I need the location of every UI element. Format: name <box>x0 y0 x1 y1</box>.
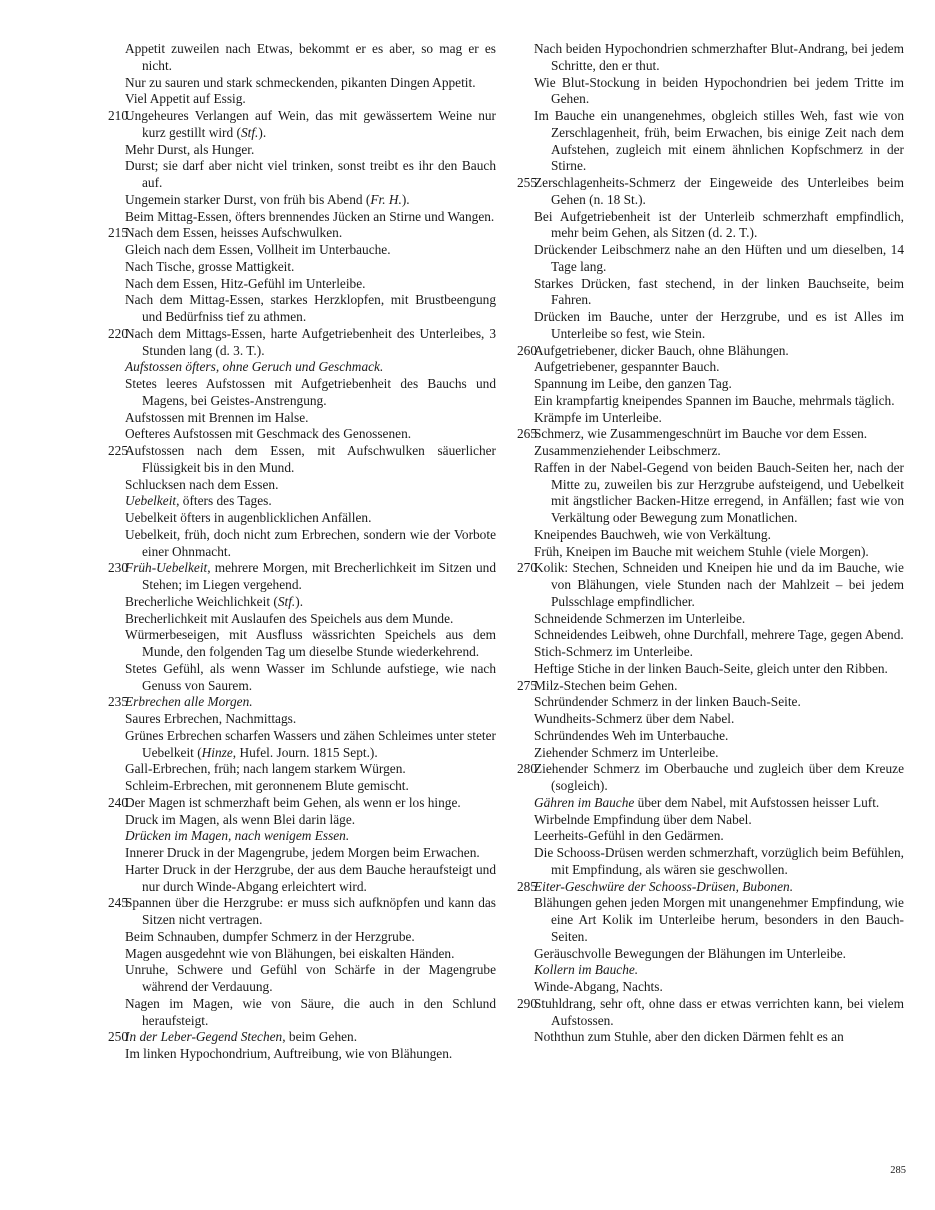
entry-text: über dem Nabel, mit Aufstossen heisser Luft. <box>634 794 880 810</box>
entry-number: 250 <box>108 1029 129 1045</box>
symptom-entry <box>517 544 904 561</box>
entry-text-italic: Aufstossen öfters, ohne Geruch und Geschmack. <box>125 359 384 375</box>
symptom-entry <box>517 879 904 896</box>
entry-text: Nach beiden Hypochondrien schmerzhafter Blut-Andrang, bei jedem Schritte, den er thut. <box>534 41 904 73</box>
entry-text: Wirbelnde Empfindung über dem Nabel. <box>534 811 752 827</box>
symptom-entry <box>517 745 904 762</box>
symptom-entry <box>108 895 496 929</box>
entry-text: Ungemein starker Durst, von früh bis Abend ( <box>125 191 371 207</box>
entry-text: Winde-Abgang, Nachts. <box>534 979 663 994</box>
entry-text: Unruhe, Schwere und Gefühl von Schärfe in der Magengrube während der Verdauung. <box>125 962 496 994</box>
symptom-entry <box>517 343 904 360</box>
entry-text: Viel Appetit auf Essig. <box>125 91 246 107</box>
entry-text: Schneidende Schmerzen im Unterleibe. <box>534 610 746 626</box>
entry-text: Der Magen ist schmerzhaft beim Gehen, als wenn er los hinge. <box>125 794 461 810</box>
left-column <box>108 41 496 1063</box>
symptom-entry <box>517 460 904 527</box>
symptom-entry <box>108 812 496 829</box>
entry-text: Aufgetriebener, gespannter Bauch. <box>534 359 720 375</box>
symptom-entry <box>108 158 496 192</box>
symptom-entry <box>517 443 904 460</box>
entry-text: Bei Aufgetriebenheit ist der Unterleib schmerzhaft empfindlich, mehr beim Gehen, als Sitzen (d. 2. T.). <box>534 208 904 241</box>
entry-text: Ein krampfartig kneipendes Spannen im Bauche, mehrmals täglich. <box>534 392 895 408</box>
symptom-entry <box>108 326 496 360</box>
symptom-entry <box>108 728 496 762</box>
symptom-entry <box>108 209 496 226</box>
symptom-entry <box>517 41 904 75</box>
symptom-entry <box>108 91 496 108</box>
entry-text: Stetes Gefühl, als wenn Wasser im Schlunde aufstiege, wie nach Genuss von Saurem. <box>125 660 496 693</box>
entry-text: Stuhldrang, sehr oft, ohne dass er etwas verrichten kann, bei vielem Aufstossen. <box>534 995 904 1028</box>
entry-text: Im Bauche ein unangenehmes, obgleich stilles Weh, fast wie von Zerschlagenheit, früh, beim Erwachen, bis einige Zeit nach dem Aufstehen, zugleich mit einem ähnlichen Kopfschmerz in der Stirne. <box>534 108 904 174</box>
entry-text: Magen ausgedehnt wie von Blähungen, bei eiskalten Händen. <box>125 945 455 961</box>
entry-text: Stetes leeres Aufstossen mit Aufgetriebenheit des Bauchs und Magens, bei Geistes-Anstrengung. <box>125 376 496 408</box>
symptom-entry <box>108 1046 496 1063</box>
entry-text: Oefteres Aufstossen mit Geschmack des Genossenen. <box>125 426 412 442</box>
entry-text: , öfters des Tages. <box>176 493 272 509</box>
entry-text: Gleich nach dem Essen, Vollheit im Unterbauche. <box>125 242 391 257</box>
entry-number: 240 <box>108 794 129 810</box>
symptom-entry <box>517 979 904 996</box>
entry-text: Ziehender Schmerz im Unterleibe. <box>534 744 719 760</box>
symptom-entry <box>108 410 496 427</box>
symptom-entry <box>517 359 904 376</box>
entry-text: Aufgetriebener, dicker Bauch, ohne Blähungen. <box>534 342 789 358</box>
symptom-entry <box>517 309 904 343</box>
symptom-entry <box>108 661 496 695</box>
entry-text: Innerer Druck in der Magengrube, jedem Morgen beim Erwachen. <box>125 845 480 860</box>
entry-text: Geräuschvolle Bewegungen der Blähungen im Unterleibe. <box>534 945 846 961</box>
symptom-entry <box>108 192 496 209</box>
entry-text: Starkes Drücken, fast stechend, in der linken Bauchseite, beim Fahren. <box>534 275 904 308</box>
symptom-entry <box>517 426 904 443</box>
entry-text: Saures Erbrechen, Nachmittags. <box>125 711 297 726</box>
symptom-entry <box>517 611 904 628</box>
symptom-entry <box>108 510 496 527</box>
symptom-entry <box>517 895 904 945</box>
entry-text: Drückender Leibschmerz nahe an den Hüften und um dieselben, 14 Tage lang. <box>534 242 904 274</box>
right-column <box>517 41 904 1046</box>
symptom-entry <box>108 276 496 293</box>
symptom-entry <box>108 845 496 862</box>
entry-text-italic: Erbrechen alle Morgen. <box>125 694 253 710</box>
symptom-entry <box>108 795 496 812</box>
symptom-entry <box>517 795 904 812</box>
symptom-entry <box>108 560 496 594</box>
symptom-entry <box>108 694 496 711</box>
entry-text: Schlucksen nach dem Essen. <box>125 476 279 492</box>
entry-text: Schneidendes Leibweh, ohne Durchfall, mehrere Tage, gegen Abend. <box>534 627 904 643</box>
entry-text: Früh, Kneipen im Bauche mit weichem Stuhle (viele Morgen). <box>534 543 869 559</box>
symptom-entry <box>108 443 496 477</box>
entry-text: Würmerbeseigen, mit Ausfluss wässrichten Speichels aus dem Munde, den folgenden Tag um dieselbe Stunde wiederkehrend. <box>125 627 496 659</box>
symptom-entry <box>517 175 904 209</box>
symptom-entry <box>108 527 496 561</box>
entry-text: Druck im Magen, als wenn Blei darin läge. <box>125 811 356 827</box>
entry-text-italic: Fr. H. <box>370 191 402 207</box>
entry-text: Schründender Schmerz in der linken Bauch-Seite. <box>534 694 801 710</box>
symptom-entry <box>108 477 496 494</box>
entry-text: Raffen in der Nabel-Gegend von beiden Bauch-Seiten her, nach der Mitte zu, zuweilen bis zur Herzgrube aufsteigend, und Uebelkeit mit ängstlicher Backen-Hitze erregend, in Anfällen; fast wie von Verkältung oder Bewegung zum Monatlichen. <box>534 459 904 525</box>
symptom-entry <box>517 393 904 410</box>
entry-number: 290 <box>517 995 538 1011</box>
entry-text-italic: Früh-Uebelkeit <box>125 560 208 576</box>
symptom-entry <box>517 560 904 610</box>
entry-text: , mehrere Morgen, mit Brecherlichkeit im Sitzen und Stehen; im Liegen vergehend. <box>142 560 496 592</box>
symptom-entry <box>517 761 904 795</box>
symptom-entry <box>108 627 496 661</box>
entry-text: ). <box>295 593 304 609</box>
symptom-entry <box>517 527 904 544</box>
entry-text: Schleim-Erbrechen, mit geronnenem Blute gemischt. <box>125 778 409 793</box>
symptom-entry <box>108 1029 496 1046</box>
entry-text: Schmerz, wie Zusammengeschnürt im Bauche vor dem Essen. <box>534 426 868 442</box>
symptom-entry <box>517 410 904 427</box>
entry-text: ). <box>401 191 410 207</box>
entry-text: ). <box>258 124 267 140</box>
entry-number: 225 <box>108 443 129 458</box>
entry-text: Beim Schnauben, dumpfer Schmerz in der Herzgrube. <box>125 928 415 944</box>
entry-text: Blähungen gehen jeden Morgen mit unangenehmer Empfindung, wie eine Art Kolik im Unterleibe herum, besonders in den Bauch-Seiten. <box>534 895 904 944</box>
entry-text: Brecherliche Weichlichkeit ( <box>125 593 278 609</box>
symptom-entry <box>517 996 904 1030</box>
entry-number: 285 <box>517 878 538 894</box>
symptom-entry <box>108 242 496 259</box>
symptom-entry <box>517 1029 904 1046</box>
entry-text: Schründendes Weh im Unterbauche. <box>534 727 729 743</box>
entry-number: 255 <box>517 175 538 190</box>
entry-text: Noththun zum Stuhle, aber den dicken Därmen fehlt es an <box>534 1029 844 1045</box>
symptom-entry <box>108 594 496 611</box>
entry-text: Zusammenziehender Leibschmerz. <box>534 443 721 458</box>
entry-text: Wundheits-Schmerz über dem Nabel. <box>534 711 735 726</box>
symptom-entry <box>517 845 904 879</box>
page-number: 285 <box>890 1165 906 1176</box>
entry-text: Heftige Stiche in der linken Bauch-Seite, gleich unter den Ribben. <box>534 660 888 676</box>
symptom-entry <box>108 962 496 996</box>
symptom-entry <box>108 426 496 443</box>
symptom-entry <box>108 761 496 778</box>
symptom-entry <box>517 242 904 276</box>
entry-number: 270 <box>517 560 538 576</box>
entry-text: Nach dem Essen, heisses Aufschwulken. <box>125 225 343 241</box>
entry-text: Uebelkeit, früh, doch nicht zum Erbrechen, sondern wie der Vorbote einer Ohnmacht. <box>125 526 496 559</box>
entry-text: Krämpfe im Unterleibe. <box>534 409 662 425</box>
entry-text: Spannung im Leibe, den ganzen Tag. <box>534 376 732 391</box>
symptom-entry <box>517 108 904 175</box>
symptom-entry <box>108 108 496 142</box>
entry-text: Drücken im Bauche, unter der Herzgrube, und es ist Alles im Unterleibe so fest, wie Stein. <box>534 309 904 341</box>
symptom-entry <box>517 828 904 845</box>
symptom-entry <box>517 946 904 963</box>
symptom-entry <box>517 627 904 644</box>
entry-text: Mehr Durst, als Hunger. <box>125 141 255 157</box>
symptom-entry <box>108 946 496 963</box>
symptom-entry <box>108 711 496 728</box>
entry-number: 210 <box>108 108 129 123</box>
entry-text: Grünes Erbrechen scharfen Wassers und zähen Schleimes unter steter Uebelkeit ( <box>125 727 496 760</box>
entry-text: Nach dem Mittags-Essen, harte Aufgetriebenheit des Unterleibes, 3 Stunden lang (d. 3. T.). <box>125 325 496 358</box>
entry-text: Brecherlichkeit mit Auslaufen des Speichels aus dem Munde. <box>125 610 454 626</box>
entry-number: 280 <box>517 761 538 777</box>
symptom-entry <box>517 678 904 695</box>
entry-number: 260 <box>517 342 538 358</box>
symptom-entry <box>517 962 904 979</box>
entry-text: , Hufel. Journ. 1815 Sept.). <box>232 744 378 760</box>
entry-number: 265 <box>517 426 538 442</box>
symptom-entry <box>108 259 496 276</box>
entry-text-italic: Kollern im Bauche. <box>534 962 639 978</box>
entry-text: Stich-Schmerz im Unterleibe. <box>534 644 693 659</box>
symptom-entry <box>108 862 496 896</box>
symptom-entry <box>108 929 496 946</box>
entry-text: Gall-Erbrechen, früh; nach langem starkem Würgen. <box>125 761 406 777</box>
entry-text: Beim Mittag-Essen, öfters brennendes Jücken an Stirne und Wangen. <box>125 208 495 224</box>
entry-number: 235 <box>108 694 129 710</box>
entry-text-italic: Stf. <box>277 593 296 609</box>
symptom-entry <box>108 996 496 1030</box>
entry-text: Milz-Stechen beim Gehen. <box>534 677 678 693</box>
entry-text-italic: Hinze <box>201 744 233 760</box>
symptom-entry <box>517 276 904 310</box>
entry-text: Kneipendes Bauchweh, wie von Verkältung. <box>534 526 771 542</box>
entry-text: Nur zu sauren und stark schmeckenden, pikanten Dingen Appetit. <box>125 74 476 90</box>
entry-text-italic: In der Leber-Gegend Stechen <box>125 1029 283 1045</box>
entry-text: Nach Tische, grosse Mattigkeit. <box>125 258 295 274</box>
entry-number: 275 <box>517 677 538 693</box>
symptom-entry <box>517 728 904 745</box>
entry-text: Aufstossen mit Brennen im Halse. <box>125 409 309 425</box>
entry-text-italic: Gähren im Bauche <box>534 794 635 810</box>
entry-text-italic: Drücken im Magen, nach wenigem Essen. <box>125 828 350 844</box>
symptom-entry <box>108 75 496 92</box>
entry-number: 215 <box>108 225 129 241</box>
entry-text: Zerschlagenheits-Schmerz der Eingeweide des Unterleibes beim Gehen (n. 18 St.). <box>534 175 904 207</box>
entry-text: Uebelkeit öfters in augenblicklichen Anfällen. <box>125 510 372 525</box>
symptom-entry <box>108 493 496 510</box>
symptom-entry <box>108 225 496 242</box>
entry-text: Appetit zuweilen nach Etwas, bekommt er es aber, so mag er es nicht. <box>125 41 496 73</box>
entry-text: Ziehender Schmerz im Oberbauche und zugleich über dem Kreuze (sogleich). <box>534 761 904 793</box>
entry-text: Kolik: Stechen, Schneiden und Kneipen hie und da im Bauche, wie von Blähungen, viele Stunden nach der Mahlzeit – bei jedem Pulsschlage empfindlicher. <box>534 560 904 609</box>
entry-text: Nach dem Mittag-Essen, starkes Herzklopfen, mit Brustbeengung und Bedürfniss tief zu athmen. <box>125 292 496 324</box>
entry-text: Spannen über die Herzgrube: er muss sich aufknöpfen und kann das Sitzen nicht vertragen. <box>125 895 496 927</box>
entry-text: Im linken Hypochondrium, Auftreibung, wie von Blähungen. <box>125 1046 453 1061</box>
entry-text: Nagen im Magen, wie von Säure, die auch in den Schlund heraufsteigt. <box>125 995 496 1028</box>
entry-text: Durst; sie darf aber nicht viel trinken, sonst treibt es ihr den Bauch auf. <box>125 158 496 190</box>
symptom-entry <box>108 376 496 410</box>
entry-text-italic: Eiter-Geschwüre der Schooss-Drüsen, Bubonen. <box>534 878 794 894</box>
symptom-entry <box>108 828 496 845</box>
symptom-entry <box>108 292 496 326</box>
entry-number: 230 <box>108 560 129 576</box>
symptom-entry <box>517 75 904 109</box>
symptom-entry <box>517 644 904 661</box>
symptom-entry <box>108 142 496 159</box>
entry-text: Aufstossen nach dem Essen, mit Aufschwulken säuerlicher Flüssigkeit bis in den Mund. <box>125 443 496 475</box>
symptom-entry <box>108 611 496 628</box>
symptom-entry <box>108 778 496 795</box>
entry-text: Die Schooss-Drüsen werden schmerzhaft, vorzüglich beim Befühlen, mit Empfindung, als wären sie geschwollen. <box>534 845 904 877</box>
symptom-entry <box>517 812 904 829</box>
entry-text: , beim Gehen. <box>282 1029 358 1045</box>
symptom-entry <box>108 359 496 376</box>
symptom-entry <box>517 376 904 393</box>
symptom-entry <box>108 41 496 75</box>
entry-text: Leerheits-Gefühl in den Gedärmen. <box>534 828 724 844</box>
symptom-entry <box>517 209 904 243</box>
entry-text: Harter Druck in der Herzgrube, der aus dem Bauche heraufsteigt und nur durch Winde-Abgang erleichtert wird. <box>125 861 496 894</box>
entry-text-italic: Uebelkeit <box>125 493 177 509</box>
symptom-entry <box>517 711 904 728</box>
entry-number: 220 <box>108 325 129 341</box>
entry-text: Wie Blut-Stockung in beiden Hypochondrien bei jedem Tritte im Gehen. <box>534 74 904 107</box>
entry-text: Nach dem Essen, Hitz-Gefühl im Unterleibe. <box>125 275 366 291</box>
entry-number: 245 <box>108 895 129 911</box>
entry-text: Ungeheures Verlangen auf Wein, das mit gewässertem Weine nur kurz gestillt wird ( <box>125 108 496 140</box>
entry-text-italic: Stf. <box>240 124 259 140</box>
symptom-entry <box>517 694 904 711</box>
symptom-entry <box>517 661 904 678</box>
